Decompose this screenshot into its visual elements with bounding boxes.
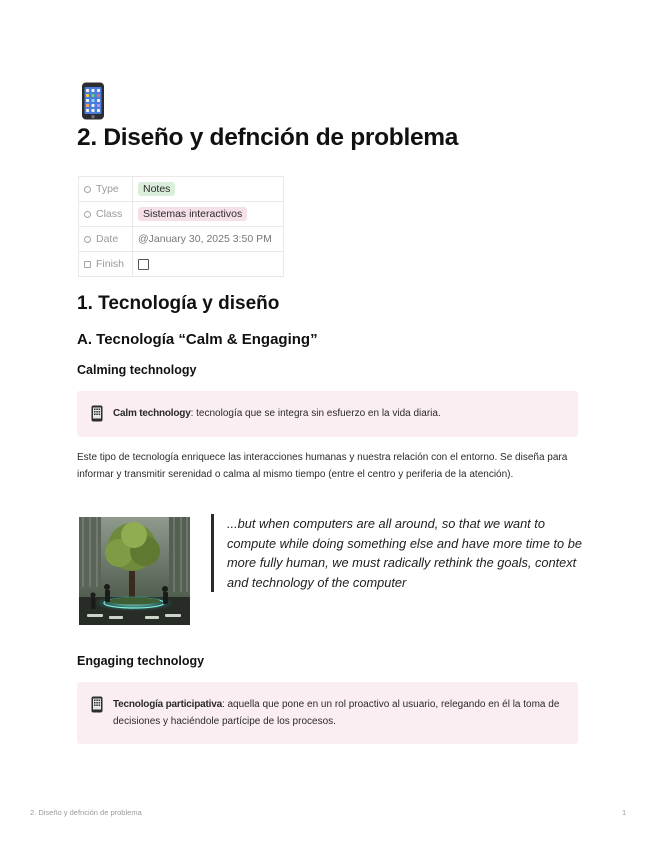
property-label: Date [96, 233, 119, 245]
callout-rest: : tecnología que se integra sin esfuerzo en la vida diaria. [190, 408, 441, 419]
properties-table [78, 176, 284, 277]
circle-select-icon [84, 186, 91, 193]
callout-bold: Tecnología participativa [113, 699, 222, 710]
clock-icon [84, 236, 91, 243]
heading-calming-technology: Calming technology [77, 363, 197, 377]
futuristic-park-image [79, 517, 190, 625]
property-row-finish[interactable] [79, 252, 284, 277]
page-title: 2. Diseño y defnción de problema [77, 124, 459, 151]
heading-2: A. Tecnología “Calm & Engaging” [77, 331, 318, 348]
callout-calm-technology [77, 391, 578, 437]
quote-text: ...but when computers are all around, so that we want to compute while doing something else and have more time to be more fully human, we must radically rethink the goals, context and technology of the computer [227, 516, 582, 590]
paragraph-calm-description: Este tipo de tecnología enriquece las interacciones humanas y nuestra relación con el entorno. Se diseña para informar y transmitir serenidad o calma al mismo tiempo (entre el centro y periferia de la atención). [77, 452, 568, 480]
finish-checkbox[interactable] [138, 259, 149, 270]
property-label: Type [96, 183, 119, 195]
callout-text [113, 696, 564, 730]
mobile-phone-icon [80, 82, 106, 120]
quote-bar [211, 514, 214, 592]
checkbox-icon [84, 261, 91, 268]
mobile-phone-icon [91, 405, 103, 422]
footer-page-number: 1 [622, 808, 627, 817]
footer-title: 2. Diseño y defnción de problema [30, 808, 142, 817]
type-tag[interactable]: Notes [138, 182, 175, 196]
class-tag[interactable]: Sistemas interactivos [138, 207, 247, 221]
heading-engaging-technology: Engaging technology [77, 654, 205, 668]
callout-engaging-technology [77, 682, 578, 744]
callout-text [113, 405, 564, 422]
property-row-class[interactable] [79, 202, 284, 227]
callout-rest: : aquella que pone en un rol proactivo al usuario, relegando en él la toma de decisiones y haciéndole partícipe de los procesos. [113, 699, 560, 727]
callout-bold: Calm technology [113, 408, 191, 419]
date-value[interactable]: @January 30, 2025 3:50 PM [138, 233, 272, 245]
property-row-type[interactable] [79, 177, 284, 202]
property-label: Class [96, 208, 123, 220]
mobile-phone-icon [91, 696, 103, 713]
property-label: Finish [96, 258, 125, 270]
heading-1: 1. Tecnología y diseño [77, 293, 280, 314]
property-row-date[interactable] [79, 227, 284, 252]
circle-select-icon [84, 211, 91, 218]
